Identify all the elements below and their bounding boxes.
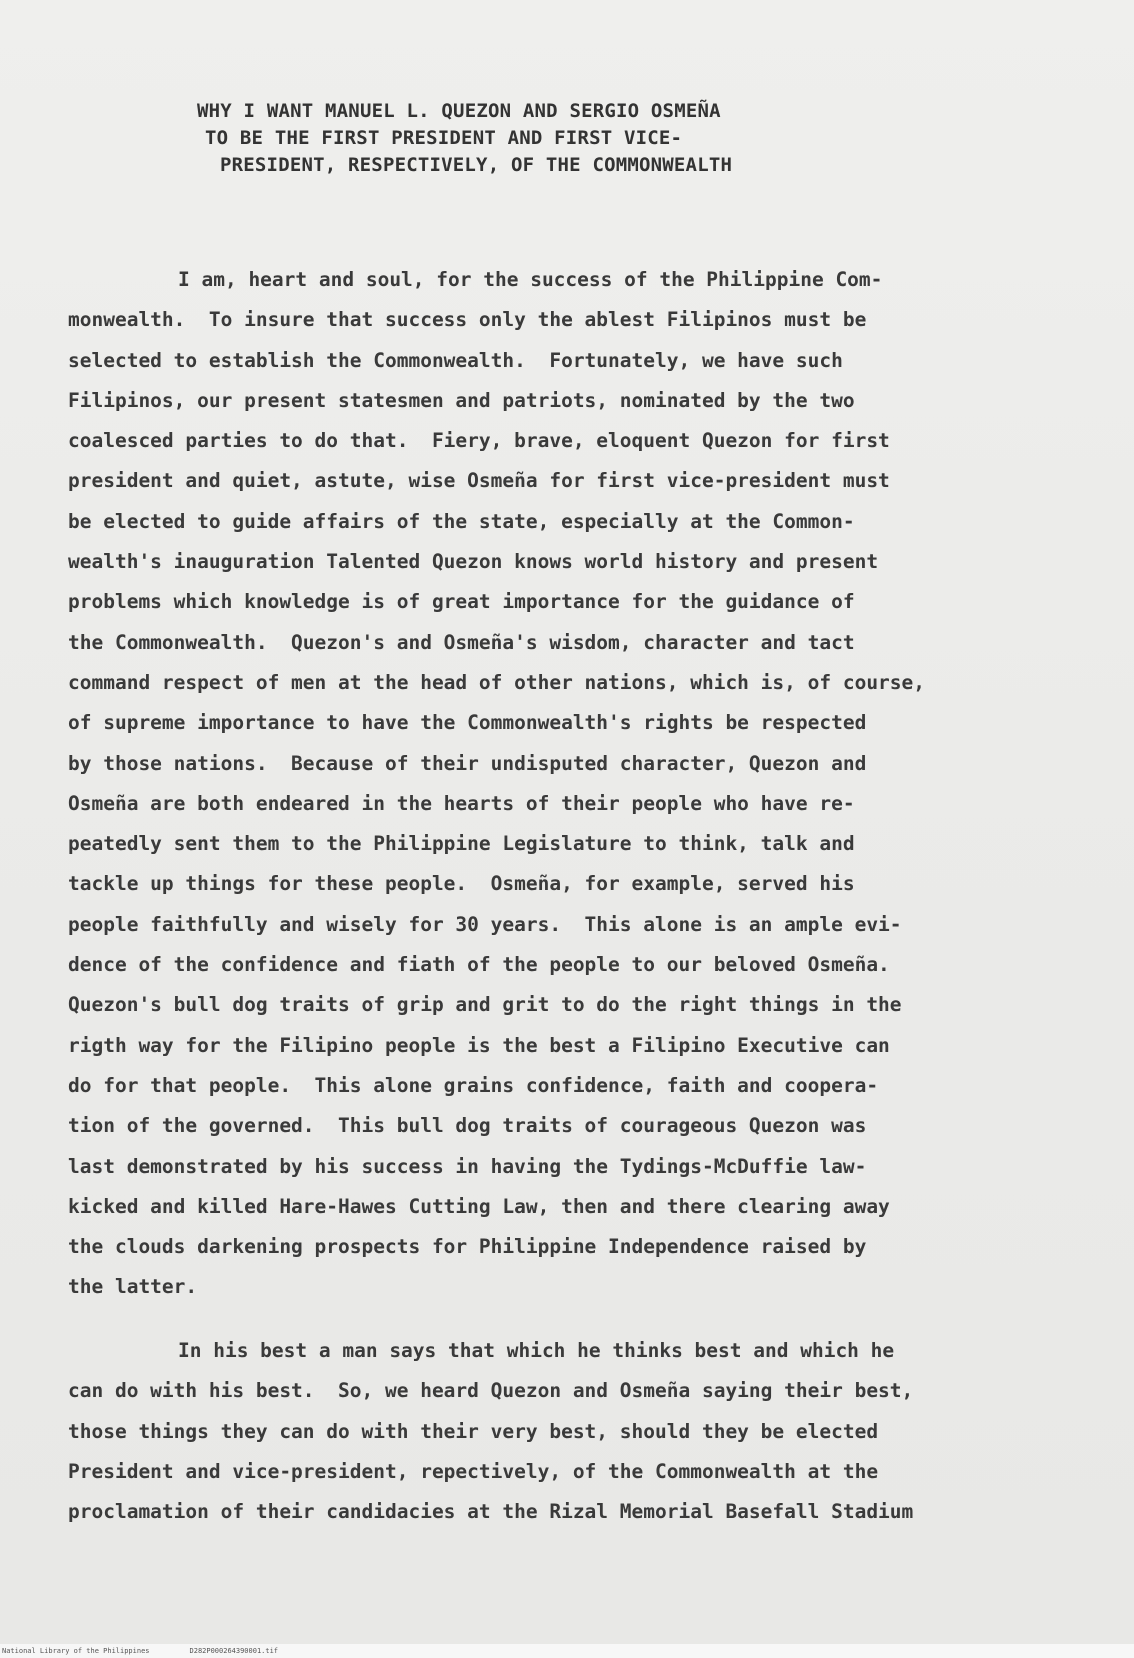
text-line: kicked and killed Hare-Hawes Cutting Law, then and there clearing away [68, 1194, 890, 1218]
text-line: do for that people. This alone grains confidence, faith and coopera- [68, 1073, 879, 1097]
text-line: peatedly sent them to the Philippine Legislature to think, talk and [68, 832, 855, 856]
text-line: by those nations. Because of their undisputed character, Quezon and [68, 751, 867, 775]
text-line: selected to establish the Commonwealth. Fortunately, we have such [68, 348, 843, 372]
footer-institution: National Library of the Philippines [2, 1647, 150, 1655]
text-line: last demonstrated by his success in having the Tydings-McDuffie law- [68, 1154, 867, 1178]
text-line: the latter. [68, 1275, 198, 1299]
text-line: the Commonwealth. Quezon's and Osmeña's wisdom, character and tact [68, 630, 855, 654]
text-line: dence of the confidence and fiath of the people to our beloved Osmeña. [68, 953, 890, 977]
text-line: I am, heart and soul, for the success of the Philippine Com- [178, 268, 883, 291]
text-line: coalesced parties to do that. Fiery, brave, eloquent Quezon for first [68, 429, 890, 453]
title-line: PRESIDENT, RESPECTIVELY, OF THE COMMONWEALTH [220, 154, 733, 176]
title-line: TO BE THE FIRST PRESIDENT AND FIRST VICE- [205, 127, 683, 149]
scan-footer [0, 1644, 1134, 1658]
footer-file-id: D282P000264390001.tif [189, 1647, 279, 1655]
text-line: can do with his best. So, we heard Quezon and Osmeña saying their best, [68, 1379, 914, 1403]
text-line: rigth way for the Filipino people is the best a Filipino Executive can [68, 1033, 890, 1057]
text-line: wealth's inauguration Talented Quezon knows world history and present [68, 550, 879, 574]
text-line: be elected to guide affairs of the state, especially at the Common- [68, 509, 855, 533]
text-line: Filipinos, our present statesmen and patriots, nominated by the two [68, 388, 855, 412]
text-line: president and quiet, astute, wise Osmeña for first vice-president must [68, 469, 890, 493]
text-line: proclamation of their candidacies at the Rizal Memorial Basefall Stadium [68, 1500, 914, 1524]
title-line: WHY I WANT MANUEL L. QUEZON AND SERGIO OSMEÑA [197, 100, 721, 122]
text-line: command respect of men at the head of other nations, which is, of course, [68, 670, 926, 694]
text-line: those things they can do with their very best, should they be elected [68, 1419, 879, 1443]
text-line: problems which knowledge is of great importance for the guidance of [68, 590, 855, 614]
document-title [175, 98, 995, 179]
text-line: President and vice-president, repectively, of the Commonwealth at the [68, 1459, 879, 1483]
text-line: the clouds darkening prospects for Philippine Independence raised by [68, 1235, 867, 1259]
text-line: people faithfully and wisely for 30 years. This alone is an ample evi- [68, 912, 902, 936]
text-line: tion of the governed. This bull dog traits of courageous Quezon was [68, 1114, 867, 1138]
text-line: Osmeña are both endeared in the hearts of their people who have re- [68, 791, 855, 815]
text-line: tackle up things for these people. Osmeña, for example, served his [68, 872, 855, 896]
body-paragraph-2 [68, 1331, 1088, 1532]
text-line: monwealth. To insure that success only the ablest Filipinos must be [68, 308, 867, 332]
body-paragraph-1 [68, 260, 1088, 1308]
text-line: of supreme importance to have the Commonwealth's rights be respected [68, 711, 867, 735]
text-line: In his best a man says that which he thinks best and which he [178, 1339, 895, 1362]
text-line: Quezon's bull dog traits of grip and grit to do the right things in the [68, 993, 902, 1017]
